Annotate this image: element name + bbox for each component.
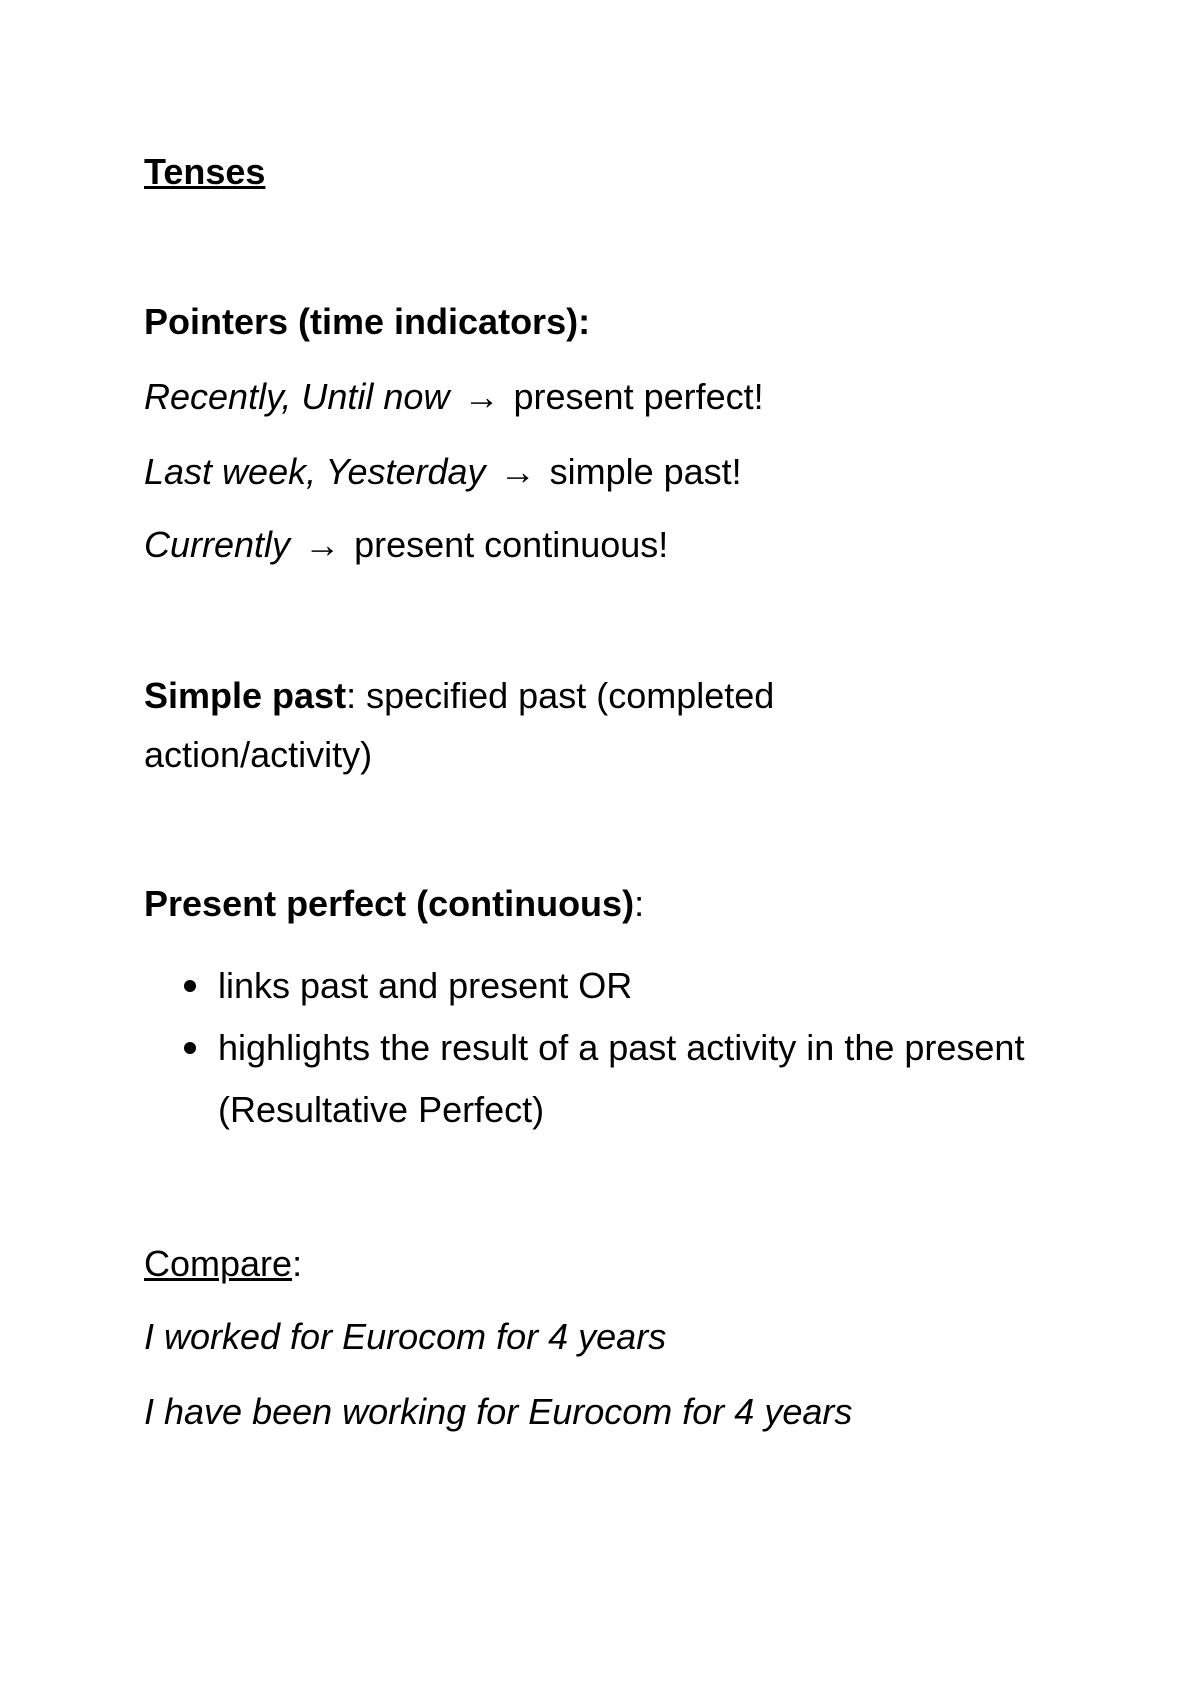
present-perfect-label: Present perfect (continuous) — [144, 883, 635, 924]
present-perfect-colon: : — [634, 883, 645, 924]
pointers-heading: Pointers (time indicators): — [144, 301, 591, 342]
simple-past-label: Simple past — [144, 675, 347, 716]
list-item-text: highlights the result of a past activity in the present (Resultative Perfect) — [218, 1027, 1025, 1130]
pointer-tense: present perfect! — [513, 376, 764, 417]
pointer-line — [144, 375, 764, 419]
simple-past-definition — [144, 674, 774, 718]
compare-example: I have been working for Eurocom for 4 years — [144, 1391, 853, 1432]
pointer-indicators: Last week, Yesterday — [144, 451, 486, 492]
pointer-line — [144, 523, 668, 567]
pointer-indicators: Recently, Until now — [144, 376, 450, 417]
present-perfect-bullet-list — [174, 955, 1034, 1141]
list-item — [174, 955, 1034, 1017]
pointer-tense: present continuous! — [354, 524, 669, 565]
bullet-icon — [184, 980, 196, 992]
page-title: Tenses — [144, 151, 266, 192]
arrow-right-icon: → — [463, 376, 500, 417]
compare-colon: : — [292, 1243, 303, 1284]
arrow-right-icon: → — [499, 451, 536, 492]
simple-past-text: : specified past (completed — [346, 675, 775, 716]
bullet-icon — [184, 1042, 196, 1054]
present-perfect-heading — [144, 882, 644, 926]
compare-example: I worked for Eurocom for 4 years — [144, 1316, 667, 1357]
pointer-tense: simple past! — [549, 451, 742, 492]
pointer-indicators: Currently — [144, 524, 291, 565]
compare-heading — [144, 1242, 302, 1286]
compare-label: Compare — [144, 1243, 293, 1284]
list-item-text: links past and present OR — [218, 965, 633, 1006]
list-item — [174, 1017, 1034, 1141]
arrow-right-icon: → — [304, 524, 341, 565]
simple-past-text-continued: action/activity) — [144, 734, 373, 775]
pointer-line — [144, 450, 742, 494]
